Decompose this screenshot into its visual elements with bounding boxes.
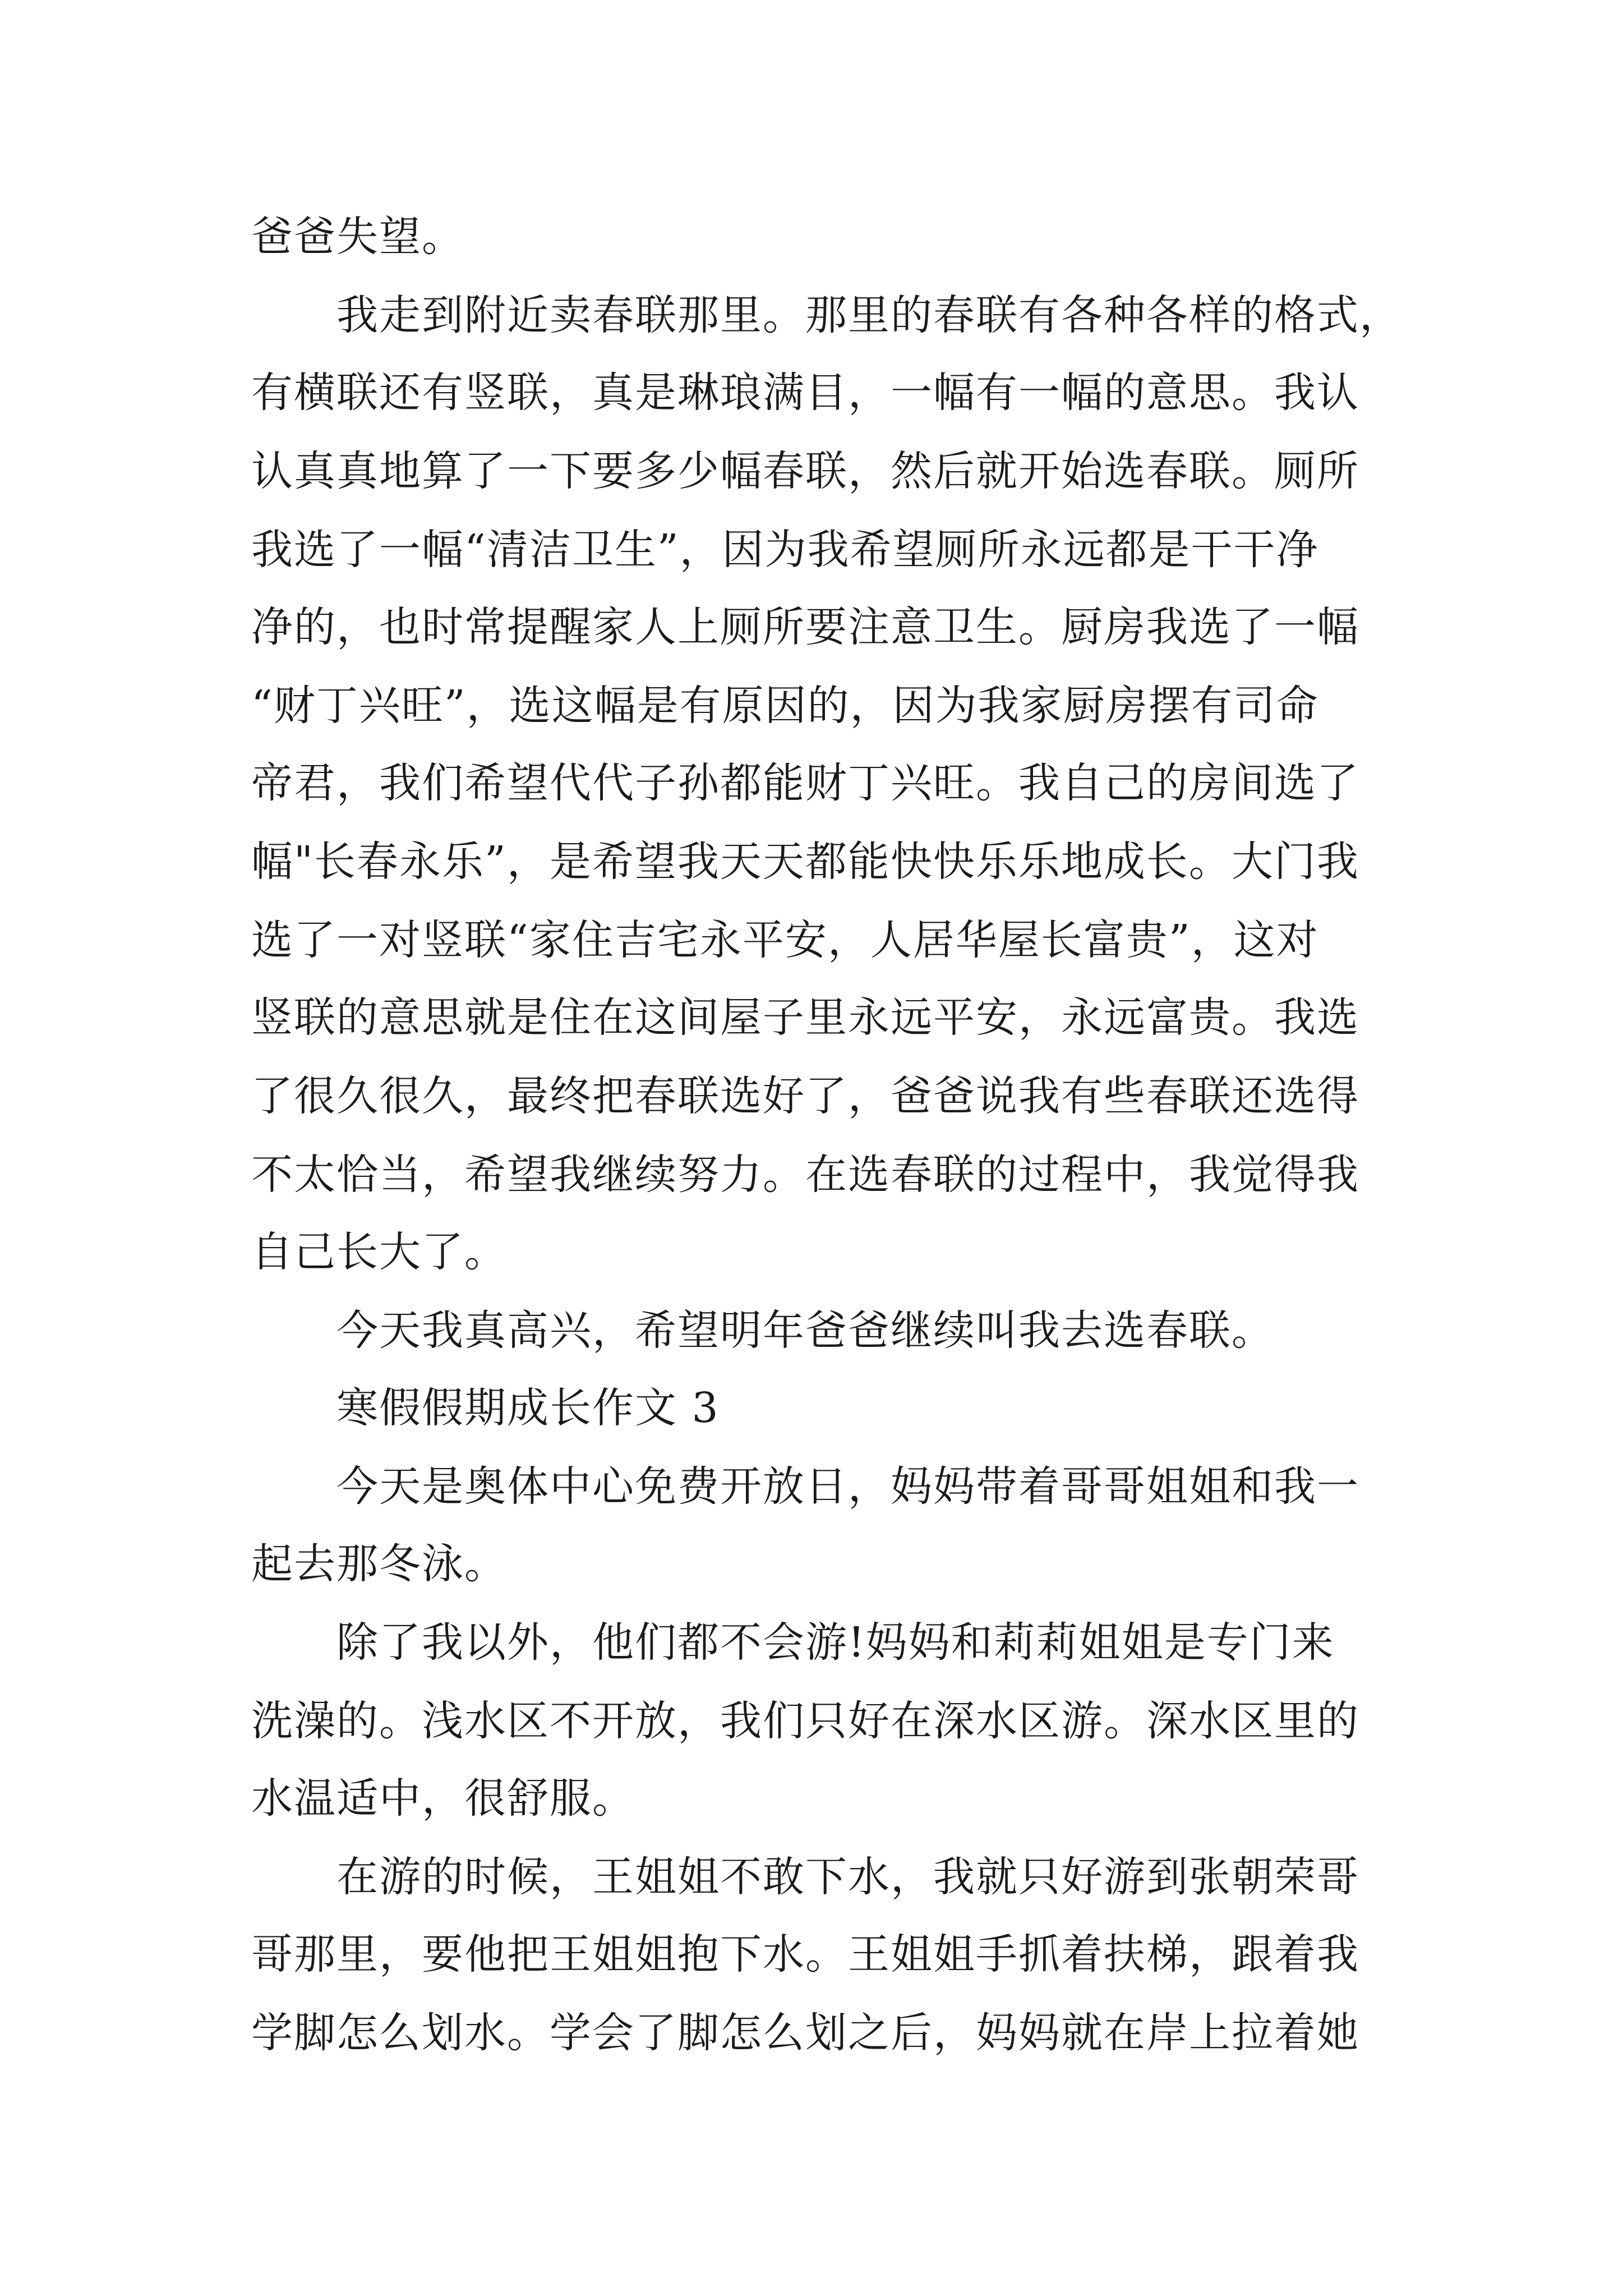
text-line: 今天是奥体中心免费开放日，妈妈带着哥哥姐姐和我一 [336,1462,1359,1511]
text-line: 水温适中，很舒服。 [251,1774,635,1823]
text-line: 洗澡的。浅水区不开放，我们只好在深水区游。深水区里的 [251,1697,1359,1745]
text-line: 选了一对竖联“家住吉宅永平安，人居华屋长富贵”，这对 [251,916,1319,964]
text-line: 今天我真高兴，希望明年爸爸继续叫我去选春联。 [336,1306,1274,1355]
text-line: 我选了一幅“清洁卫生”，因为我希望厕所永远都是干干净 [251,526,1319,574]
text-line: 了很久很久，最终把春联选好了，爸爸说我有些春联还选得 [251,1072,1359,1120]
text-line: 哥那里，要他把王姐姐抱下水。王姐姐手抓着扶梯，跟着我 [251,1930,1359,1978]
text-line: 净的，也时常提醒家人上厕所要注意卫生。厨房我选了一幅 [251,603,1359,651]
text-line: 认真真地算了一下要多少幅春联，然后就开始选春联。厕所 [251,447,1359,495]
text-line: 有横联还有竖联，真是琳琅满目，一幅有一幅的意思。我认 [251,369,1359,417]
section-heading: 寒假假期成长作文 3 [336,1384,720,1432]
text-line: 不太恰当，希望我继续努力。在选春联的过程中，我觉得我 [251,1151,1359,1199]
text-line: 幅"长春永乐”，是希望我天天都能快快乐乐地成长。大门我 [251,838,1359,886]
text-line: 帝君，我们希望代代子孙都能财丁兴旺。我自己的房间选了 [251,759,1359,807]
text-line: 自己长大了。 [251,1228,507,1276]
text-line: 爸爸失望。 [251,213,464,261]
text-line: 起去那冬泳。 [251,1540,507,1588]
text-line: “财丁兴旺”，选这幅是有原因的，因为我家厨房摆有司命 [251,682,1319,730]
text-line: 学脚怎么划水。学会了脚怎么划之后，妈妈就在岸上拉着她 [251,2009,1359,2057]
text-line: 在游的时候，王姐姐不敢下水，我就只好游到张朝荣哥 [336,1853,1359,1901]
text-line: 我走到附近卖春联那里。那里的春联有各种各样的格式， [336,291,1402,339]
text-line: 竖联的意思就是住在这间屋子里永远平安，永远富贵。我选 [251,993,1359,1042]
text-line: 除了我以外，他们都不会游!妈妈和莉莉姐姐是专门来 [336,1618,1335,1667]
